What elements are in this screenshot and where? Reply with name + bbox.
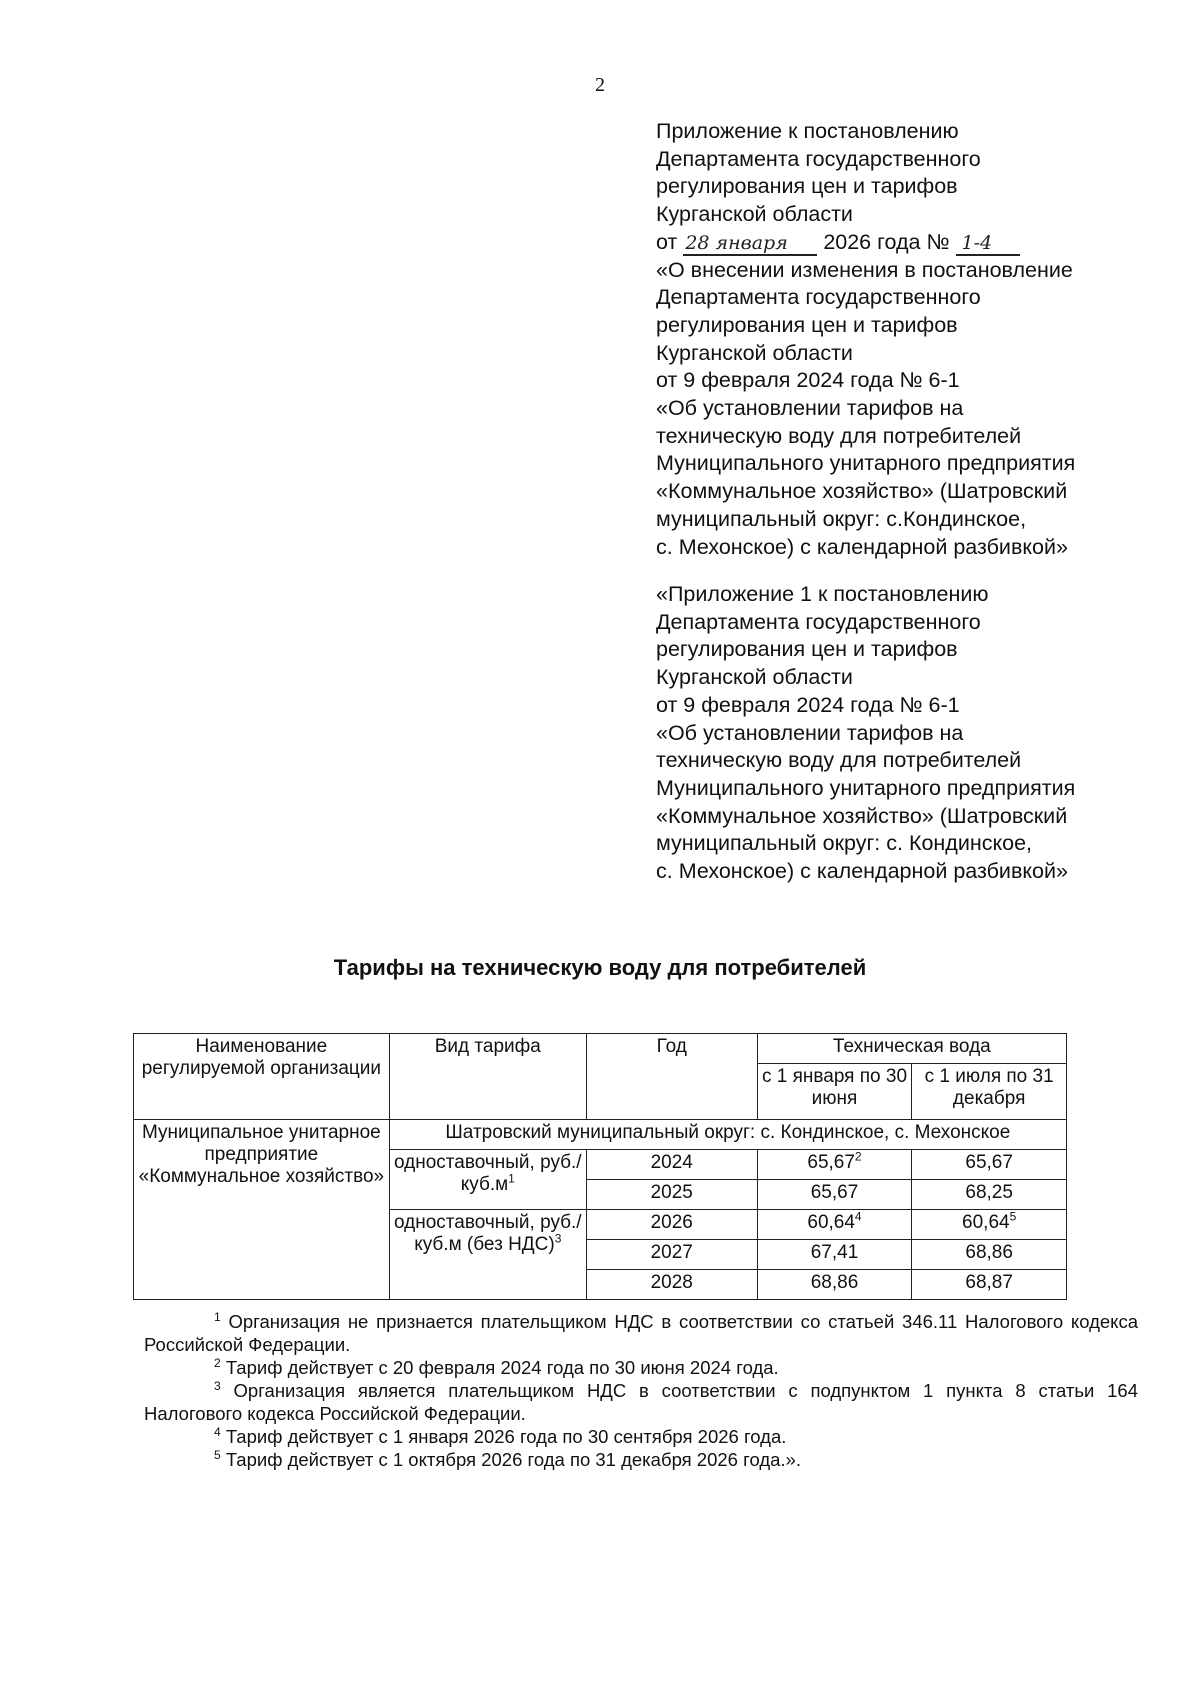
header-org: Наименование регулируемой организации bbox=[134, 1034, 390, 1120]
tariff-value-period-2 bbox=[912, 1270, 1067, 1300]
footnote-mark: 1 bbox=[214, 1309, 221, 1324]
header-year: Год bbox=[586, 1034, 757, 1120]
appendix-line: регулирования цен и тарифов bbox=[656, 174, 958, 199]
value-text: 68,86 bbox=[965, 1242, 1013, 1263]
page-number: 2 bbox=[595, 74, 605, 96]
value-text: 68,25 bbox=[965, 1182, 1013, 1203]
appendix-line: Приложение к постановлению bbox=[656, 119, 959, 143]
appendix-line: Муниципального унитарного предприятия bbox=[656, 775, 1076, 800]
footnote-text: Тариф действует с 20 февраля 2024 года по 30 июня 2024 года. bbox=[225, 1357, 779, 1378]
appendix-line: с. Мехонское) с календарной разбивкой» bbox=[656, 534, 1068, 559]
appendix-line: Департамента государственного bbox=[656, 609, 981, 634]
value-text: 65,67 bbox=[807, 1152, 855, 1173]
tariff-value-period-1 bbox=[757, 1270, 912, 1300]
value-text: 68,87 bbox=[965, 1272, 1013, 1293]
appendix-line: «Коммунальное хозяйство» (Шатровский bbox=[656, 479, 1068, 504]
footnote-text: Организация является плательщиком НДС в соответствии с подпунктом 1 пункта 8 статьи 164 Налогового кодекса Российской Федерации. bbox=[144, 1380, 1138, 1424]
tariff-type-cell bbox=[389, 1210, 586, 1300]
year-cell: 2026 bbox=[586, 1210, 757, 1240]
header-technical-water: Техническая вода bbox=[757, 1034, 1066, 1064]
appendix-line: Курганской области bbox=[656, 340, 853, 365]
footnote-mark: 5 bbox=[214, 1447, 221, 1462]
tariff-value-period-1 bbox=[757, 1150, 912, 1180]
footnote-2 bbox=[144, 1356, 1138, 1379]
value-text: 65,67 bbox=[810, 1182, 859, 1203]
date-line bbox=[656, 229, 1176, 257]
footnote-mark: 4 bbox=[214, 1424, 221, 1439]
appendix-line: техническую воду для потребителей bbox=[656, 423, 1022, 448]
appendix-line: «Об установлении тарифов на bbox=[656, 720, 964, 745]
footnote-text: Организация не признается плательщиком НДС в соответствии со статьей 346.11 Налогового кодекса Российской Федерации. bbox=[144, 1311, 1139, 1355]
appendix-line: Курганской области bbox=[656, 202, 853, 227]
tariff-table bbox=[133, 1033, 1067, 1300]
tariff-value-period-1 bbox=[757, 1240, 912, 1270]
footnote-1 bbox=[144, 1310, 1138, 1356]
tariff-value-period-1 bbox=[757, 1210, 912, 1240]
appendix-header bbox=[656, 118, 1176, 561]
appendix-line: Департамента государственного bbox=[656, 285, 981, 310]
appendix-line: Департамента государственного bbox=[656, 146, 981, 171]
tariff-type-text: одноставочный, руб./куб.м (без НДС) bbox=[393, 1212, 582, 1255]
footnotes bbox=[144, 1310, 1138, 1471]
appendix-line: «Об установлении тарифов на bbox=[656, 396, 964, 421]
header-period-1: с 1 января по 30 июня bbox=[757, 1064, 912, 1120]
appendix-line: «О внесении изменения в постановление bbox=[656, 257, 1073, 282]
appendix-quoted bbox=[656, 581, 1176, 886]
value-text: 60,64 bbox=[962, 1212, 1010, 1233]
appendix-line: с. Мехонское) с календарной разбивкой» bbox=[656, 859, 1068, 884]
footnote-text: Тариф действует с 1 октября 2026 года по 31 декабря 2026 года.». bbox=[225, 1449, 801, 1470]
footnote-mark: 2 bbox=[214, 1355, 221, 1370]
appendix-line: «Коммунальное хозяйство» (Шатровский bbox=[656, 803, 1068, 828]
value-text: 67,41 bbox=[810, 1242, 859, 1263]
handwritten-date: 28 января bbox=[683, 232, 817, 256]
header-period-2: с 1 июля по 31 декабря bbox=[912, 1064, 1067, 1120]
footnote-3 bbox=[144, 1379, 1138, 1425]
appendix-line: от 9 февраля 2024 года № 6-1 bbox=[656, 692, 960, 717]
appendix-line: техническую воду для потребителей bbox=[656, 748, 1022, 773]
appendix-line: Курганской области bbox=[656, 665, 853, 690]
appendix-line: Муниципального унитарного предприятия bbox=[656, 451, 1076, 476]
district-cell: Шатровский муниципальный округ: с. Кондинское, с. Мехонское bbox=[389, 1120, 1066, 1150]
value-text: 65,67 bbox=[965, 1152, 1013, 1173]
year-cell: 2028 bbox=[586, 1270, 757, 1300]
handwritten-number: 1-4 bbox=[956, 232, 1020, 256]
appendix-line: муниципальный округ: с.Кондинское, bbox=[656, 506, 1027, 531]
footnote-5 bbox=[144, 1448, 1138, 1471]
year-cell: 2027 bbox=[586, 1240, 757, 1270]
tariff-value-period-2 bbox=[912, 1150, 1067, 1180]
footnote-ref: 3 bbox=[554, 1231, 562, 1246]
footnote-ref: 2 bbox=[854, 1149, 862, 1164]
tariff-type-text: одноставочный, руб./куб.м bbox=[393, 1152, 582, 1195]
footnote-ref: 1 bbox=[508, 1171, 515, 1186]
value-text: 60,64 bbox=[807, 1212, 855, 1233]
appendix-line: регулирования цен и тарифов bbox=[656, 312, 958, 337]
footnote-mark: 3 bbox=[214, 1378, 221, 1393]
year-cell: 2024 bbox=[586, 1150, 757, 1180]
date-prefix: от bbox=[656, 229, 678, 254]
tariff-value-period-1 bbox=[757, 1180, 912, 1210]
tariff-value-period-2 bbox=[912, 1210, 1067, 1240]
tariff-value-period-2 bbox=[912, 1240, 1067, 1270]
appendix-line: регулирования цен и тарифов bbox=[656, 637, 958, 662]
header-tariff-type: Вид тарифа bbox=[389, 1034, 586, 1120]
appendix-line: от 9 февраля 2024 года № 6-1 bbox=[656, 368, 960, 393]
footnote-ref: 4 bbox=[854, 1209, 862, 1224]
tariff-type-cell bbox=[389, 1150, 586, 1210]
value-text: 68,86 bbox=[810, 1272, 859, 1293]
footnote-4 bbox=[144, 1425, 1138, 1448]
organization-cell: Муниципальное унитарное предприятие «Коммунальное хозяйство» bbox=[134, 1120, 390, 1300]
document-title: Тарифы на техническую воду для потребителей bbox=[333, 955, 867, 980]
footnote-ref: 5 bbox=[1009, 1209, 1017, 1224]
year-cell: 2025 bbox=[586, 1180, 757, 1210]
tariff-value-period-2 bbox=[912, 1180, 1067, 1210]
footnote-text: Тариф действует с 1 января 2026 года по 30 сентября 2026 года. bbox=[225, 1426, 787, 1447]
appendix-line: «Приложение 1 к постановлению bbox=[656, 582, 989, 606]
date-year: 2026 года № bbox=[823, 229, 950, 254]
appendix-line: муниципальный округ: с. Кондинское, bbox=[656, 831, 1033, 856]
